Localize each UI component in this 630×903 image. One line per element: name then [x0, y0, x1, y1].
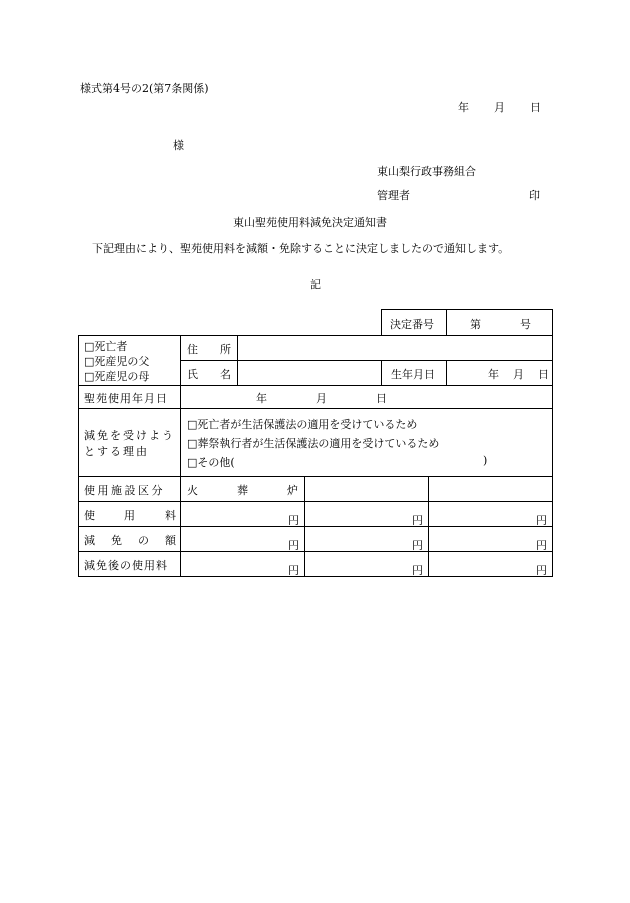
birth-year-unit: 年: [488, 368, 499, 381]
facility-name-3: 炉: [287, 484, 298, 497]
usage-month-unit: 月: [316, 392, 327, 405]
issuer-role: 管理者: [377, 189, 410, 202]
reason-option-welfare-executor[interactable]: □葬祭執行者が生活保護法の適用を受けているため: [187, 437, 440, 450]
fee-yen-3: 円: [536, 514, 547, 527]
birth-date-label: 生年月日: [391, 368, 435, 381]
address-label-2: 所: [220, 343, 231, 356]
reason-label-line2: とする理由: [84, 445, 149, 458]
reduction-label-3: の: [138, 534, 149, 547]
usage-date-label: 聖苑使用年月日: [84, 392, 168, 405]
facility-label: 使用施設区分: [84, 484, 165, 497]
reason-option-welfare-deceased[interactable]: □死亡者が生活保護法の適用を受けているため: [187, 418, 418, 431]
birth-day-unit: 日: [538, 368, 549, 381]
reduction-yen-2: 円: [412, 539, 423, 552]
option-deceased[interactable]: □死亡者: [84, 340, 128, 353]
fee-label-2: 用: [124, 509, 135, 522]
after-yen-1: 円: [288, 564, 299, 577]
ki-heading: 記: [310, 278, 321, 291]
reason-label: [84, 428, 175, 460]
form-number: 様式第4号の2(第7条関係): [80, 82, 209, 95]
facility-name-1: 火: [187, 484, 198, 497]
reduction-label-1: 減: [84, 534, 95, 547]
reduction-yen-1: 円: [288, 539, 299, 552]
birth-month-unit: 月: [513, 368, 524, 381]
name-label-2: 名: [220, 368, 231, 381]
person-type-options: [84, 339, 149, 384]
reduction-yen-3: 円: [536, 539, 547, 552]
fee-yen-1: 円: [288, 514, 299, 527]
reduction-label-4: 額: [165, 534, 176, 547]
date-month-label: 月: [494, 101, 505, 114]
date-year-label: 年: [458, 101, 469, 114]
fee-label-3: 料: [165, 509, 176, 522]
option-stillbirth-father[interactable]: □死産児の父: [84, 355, 150, 368]
reason-label-line1: 減免を受けよう: [84, 429, 175, 442]
usage-day-unit: 日: [376, 392, 387, 405]
document-title: 東山聖苑使用料減免決定通知書: [233, 216, 387, 229]
facility-name-2: 葬: [237, 484, 248, 497]
decision-number-prefix: 第: [470, 318, 481, 331]
after-yen-3: 円: [536, 564, 547, 577]
usage-year-unit: 年: [256, 392, 267, 405]
after-reduction-label: 減免後の使用料: [84, 559, 168, 572]
option-stillbirth-mother[interactable]: □死産児の母: [84, 370, 150, 383]
decision-number-suffix: 号: [520, 318, 531, 331]
intro-text: 下記理由により、聖苑使用料を減額・免除することに決定しましたので通知します。: [92, 242, 510, 255]
after-yen-2: 円: [412, 564, 423, 577]
date-day-label: 日: [530, 101, 541, 114]
decision-number-label: 決定番号: [390, 318, 434, 331]
address-label-1: 住: [187, 343, 198, 356]
fee-label-1: 使: [84, 509, 95, 522]
name-label-1: 氏: [187, 368, 198, 381]
reason-other-close: ): [483, 454, 488, 467]
seal-mark: 印: [529, 189, 540, 202]
reduction-label-2: 免: [111, 534, 122, 547]
reason-option-other[interactable]: □その他(: [187, 456, 235, 469]
addressee-suffix: 様: [173, 139, 184, 152]
fee-yen-2: 円: [412, 514, 423, 527]
issuer-organization: 東山梨行政事務組合: [377, 165, 476, 178]
